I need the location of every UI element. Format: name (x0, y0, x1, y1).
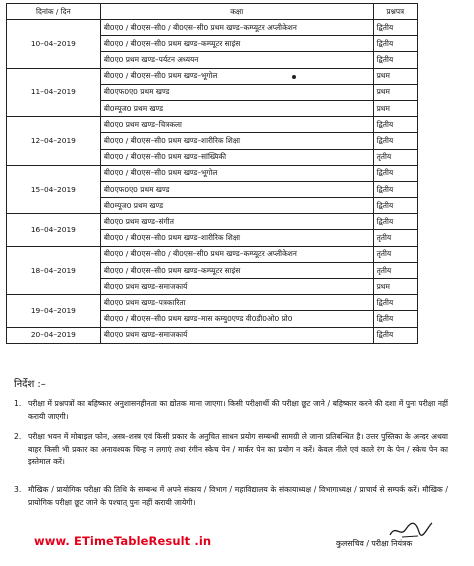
header-date: दिनांक / दिन (7, 4, 101, 20)
exam-date-cell: 19–04–2019 (7, 295, 101, 327)
class-cell: बी0ए0 प्रथम खण्ड–समाजकार्य (100, 279, 373, 295)
exam-date-cell: 18–04–2019 (7, 246, 101, 295)
paper-cell: तृतीय (373, 246, 417, 262)
paper-cell: द्वितीय (373, 214, 417, 230)
paper-cell: द्वितीय (373, 20, 417, 36)
exam-schedule-table (6, 3, 418, 344)
signatory-label: कुलसचिव / परीक्षा नियंत्रक (336, 539, 413, 548)
paper-cell: द्वितीय (373, 181, 417, 197)
class-cell: बी0म्यूज0 प्रथम खण्ड (100, 198, 373, 214)
class-cell: बी0म्यूज0 प्रथम खण्ड (100, 100, 373, 116)
class-cell: बी0ए0 / बी0एस–सी0 प्रथम खण्ड–मास कम्यु0एण्ड वी0डी0ओ0 प्रो0 (100, 311, 373, 327)
exam-date-cell: 15–04–2019 (7, 165, 101, 214)
instruction-number: 2. (14, 432, 22, 441)
table-row (7, 68, 418, 84)
instruction-number: 3. (14, 485, 22, 494)
paper-cell: द्वितीय (373, 117, 417, 133)
signature-mark (388, 520, 434, 540)
table-row (7, 295, 418, 311)
paper-cell: द्वितीय (373, 133, 417, 149)
paper-cell: द्वितीय (373, 295, 417, 311)
instructions-title: निर्देश :– (14, 379, 46, 390)
paper-cell: प्रथम (373, 68, 417, 84)
class-cell: बी0ए0 / बी0एस–सी0 प्रथम खण्ड–भूगोल (100, 165, 373, 181)
table-row (7, 214, 418, 230)
class-cell: बी0ए0 प्रथम खण्ड–संगीत (100, 214, 373, 230)
class-cell: बी0ए0 / बी0एस–सी0 / बी0एस–सी0 प्रथम खण्ड–कम्प्यूटर अप्लीकेशन (100, 20, 373, 36)
instruction-text: परीक्षा भवन में मोबाइल फोन, अस्त्र–शस्त्र एवं किसी प्रकार के अनुचित साधन प्रयोग सम्बन्धी सामग्री ले जाना प्रतिबन्धित है। उत्तर पुस्तिका के अन्दर अथवा बाहर किसी भी प्रकार का अनावश्यक चिन्ह न लगाएं तथा रंगीन स्केच पेन / मार्कर पेन का प्रयोग न करें। केवल नीले एवं काले रंग के पेन / स्केच पेन का इस्तेमाल करें। (28, 432, 448, 466)
instruction-item (14, 484, 448, 509)
table-header-row (7, 4, 418, 20)
class-cell: बी0ए0 / बी0एस–सी0 प्रथम खण्ड–कम्प्यूटर साइंस (100, 36, 373, 52)
table-row (7, 20, 418, 36)
exam-date-cell: 11–04–2019 (7, 68, 101, 117)
table-row (7, 165, 418, 181)
paper-cell: द्वितीय (373, 36, 417, 52)
class-cell: बी0ए0 प्रथम खण्ड–पत्रकारिता (100, 295, 373, 311)
header-paper: प्रश्नपत्र (373, 4, 417, 20)
paper-cell: द्वितीय (373, 327, 417, 343)
class-cell: बी0ए0 प्रथम खण्ड–चित्रकला (100, 117, 373, 133)
paper-cell: द्वितीय (373, 165, 417, 181)
class-cell: बी0ए0 प्रथम खण्ड–पर्यटन अध्ययन (100, 52, 373, 68)
exam-date-cell: 20–04–2019 (7, 327, 101, 343)
paper-cell: प्रथम (373, 100, 417, 116)
class-cell: बी0एफ0ए0 प्रथम खण्ड (100, 181, 373, 197)
paper-cell: प्रथम (373, 279, 417, 295)
class-cell: बी0ए0 / बी0एस–सी0 प्रथम खण्ड–शारीरिक शिक्षा (100, 133, 373, 149)
website-link[interactable]: www. ETimeTableResult .in (34, 534, 212, 548)
paper-cell: द्वितीय (373, 311, 417, 327)
header-class: कक्षा (100, 4, 373, 20)
paper-cell: द्वितीय (373, 52, 417, 68)
exam-date-cell: 16–04–2019 (7, 214, 101, 246)
exam-date-cell: 12–04–2019 (7, 117, 101, 166)
class-cell: बी0ए0 / बी0एस–सी0 / बी0एस–सी0 प्रथम खण्ड–कम्प्यूटर अप्लीकेशन (100, 246, 373, 262)
paper-cell: द्वितीय (373, 198, 417, 214)
class-cell: बी0ए0 / बी0एस–सी0 प्रथम खण्ड–सांख्यिकी (100, 149, 373, 165)
paper-cell: प्रथम (373, 84, 417, 100)
exam-date-cell: 10–04–2019 (7, 20, 101, 69)
table-row (7, 117, 418, 133)
paper-cell: तृतीय (373, 230, 417, 246)
class-cell: बी0ए0 / बी0एस–सी0 प्रथम खण्ड–कम्प्यूटर साइंस (100, 262, 373, 278)
instruction-item (14, 431, 448, 469)
stray-dot (292, 75, 296, 79)
table-row (7, 246, 418, 262)
instruction-number: 1. (14, 399, 22, 408)
class-cell: बी0ए0 / बी0एस–सी0 प्रथम खण्ड–शारीरिक शिक्षा (100, 230, 373, 246)
class-cell: बी0ए0 प्रथम खण्ड–समाजकार्य (100, 327, 373, 343)
instruction-item (14, 398, 448, 423)
paper-cell: तृतीय (373, 149, 417, 165)
table-row (7, 327, 418, 343)
instruction-text: मौखिक / प्रायोगिक परीक्षा की तिथि के सम्बन्ध में अपने संकाय / विभाग / महाविद्यालय के संकायाध्यक्ष / विभागाध्यक्ष / प्राचार्य से सम्पर्क करें। मौखिक / प्रायोगिक परीक्षा छूट जाने के पश्चात् पुनः नहीं करायी जायेगी। (28, 485, 448, 507)
schedule-body (7, 20, 418, 344)
class-cell: बी0एफ0ए0 प्रथम खण्ड (100, 84, 373, 100)
paper-cell: तृतीय (373, 262, 417, 278)
class-cell: बी0ए0 / बी0एस–सी0 प्रथम खण्ड–भूगोल (100, 68, 373, 84)
instruction-text: परीक्षा में प्रश्नपत्रों का बहिष्कार अनुशासनहीनता का द्योतक माना जाएगा। किसी परीक्षार्थी की परीक्षा छूट जाने / बहिष्कार करने की दशा में पुनः परीक्षा नहीं करायी जाएगी। (28, 399, 448, 421)
